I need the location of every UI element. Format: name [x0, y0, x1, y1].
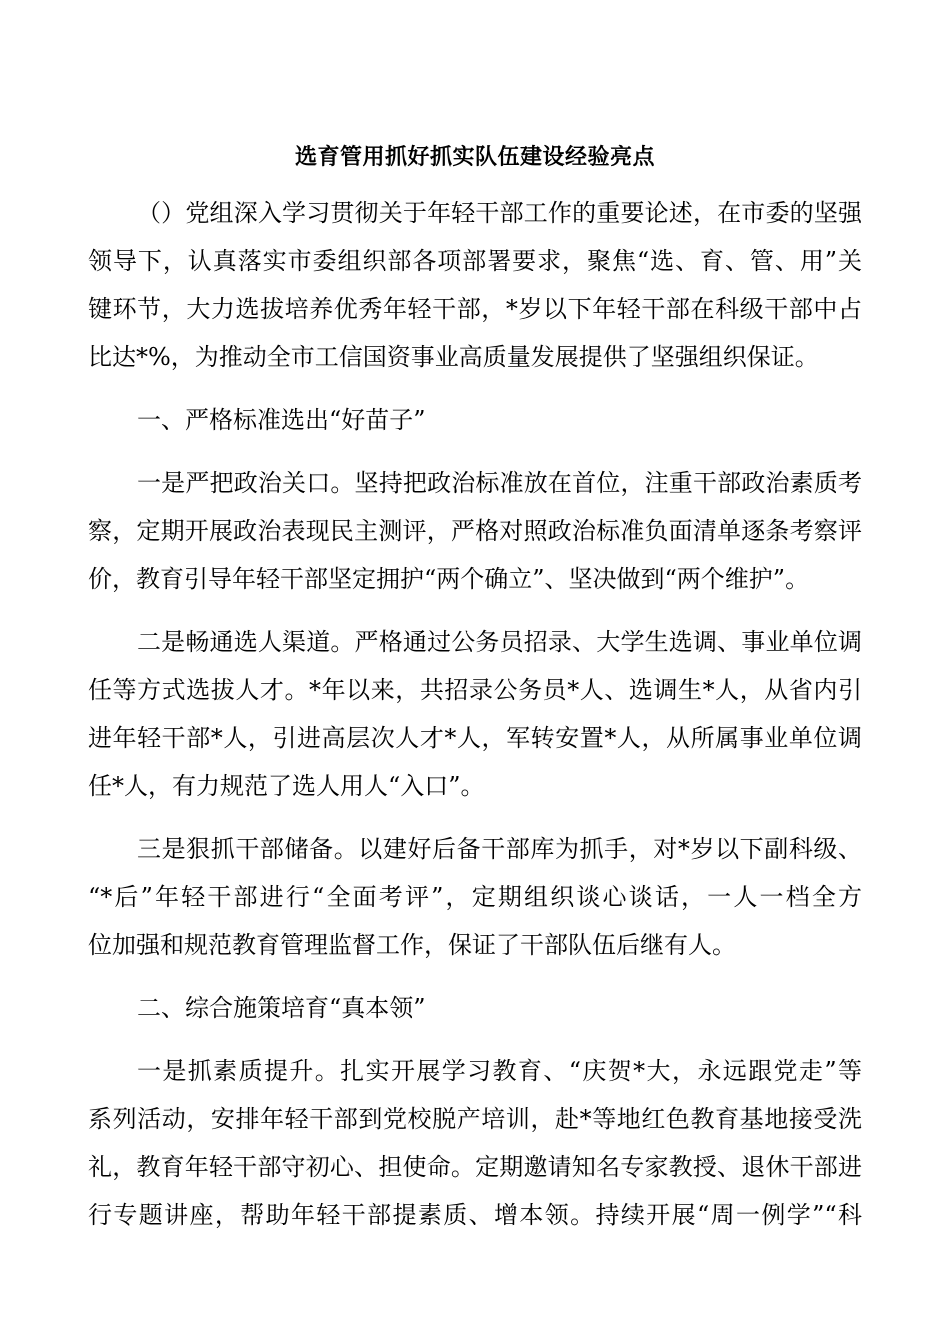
- body-line: 位加强和规范教育管理监督工作，保证了干部队伍后继有人。: [88, 931, 736, 959]
- body-line: 比达*%，为推动全市工信国资事业高质量发展提供了坚强组织保证。: [88, 343, 819, 371]
- body-line: 键环节，大力选拔培养优秀年轻干部，*岁以下年轻干部在科级干部中占: [88, 295, 862, 323]
- body-line: 二是畅通选人渠道。严格通过公务员招录、大学生选调、事业单位调: [137, 628, 862, 656]
- body-line: “*后”年轻干部进行“全面考评”，定期组织谈心谈话，一人一档全方: [88, 883, 862, 911]
- body-line: 任等方式选拔人才。*年以来，共招录公务员*人、选调生*人，从省内引: [88, 676, 862, 704]
- body-line: 三是狠抓干部储备。以建好后备干部库为抓手，对*岁以下副科级、: [137, 835, 862, 863]
- body-line: （）党组深入学习贯彻关于年轻干部工作的重要论述，在市委的坚强: [137, 199, 862, 227]
- section-heading: 二、综合施策培育“真本领”: [137, 994, 426, 1022]
- document-body: [88, 189, 862, 1239]
- body-line: 任*人，有力规范了选人用人“入口”。: [88, 772, 485, 800]
- body-line: 察，定期开展政治表现民主测评，严格对照政治标准负面清单逐条考察评: [88, 517, 862, 545]
- body-line: 一是严把政治关口。坚持把政治标准放在首位，注重干部政治素质考: [137, 469, 862, 497]
- body-line: 礼，教育年轻干部守初心、担使命。定期邀请知名专家教授、退休干部进: [88, 1153, 862, 1181]
- body-line: 系列活动，安排年轻干部到党校脱产培训，赴*等地红色教育基地接受洗: [88, 1105, 862, 1133]
- body-line: 行专题讲座，帮助年轻干部提素质、增本领。持续开展“周一例学”“科: [88, 1201, 862, 1229]
- section-heading: 一、严格标准选出“好苗子”: [137, 406, 426, 434]
- body-line: 价，教育引导年轻干部坚定拥护“两个确立”、坚决做到“两个维护”。: [88, 565, 810, 593]
- body-line: 一是抓素质提升。扎实开展学习教育、“庆贺*大，永远跟党走”等: [137, 1057, 862, 1085]
- body-line: 进年轻干部*人，引进高层次人才*人，军转安置*人，从所属事业单位调: [88, 724, 862, 752]
- document-title: 选育管用抓好抓实队伍建设经验亮点: [294, 145, 655, 170]
- body-line: 领导下，认真落实市委组织部各项部署要求，聚焦“选、育、管、用”关: [88, 247, 862, 275]
